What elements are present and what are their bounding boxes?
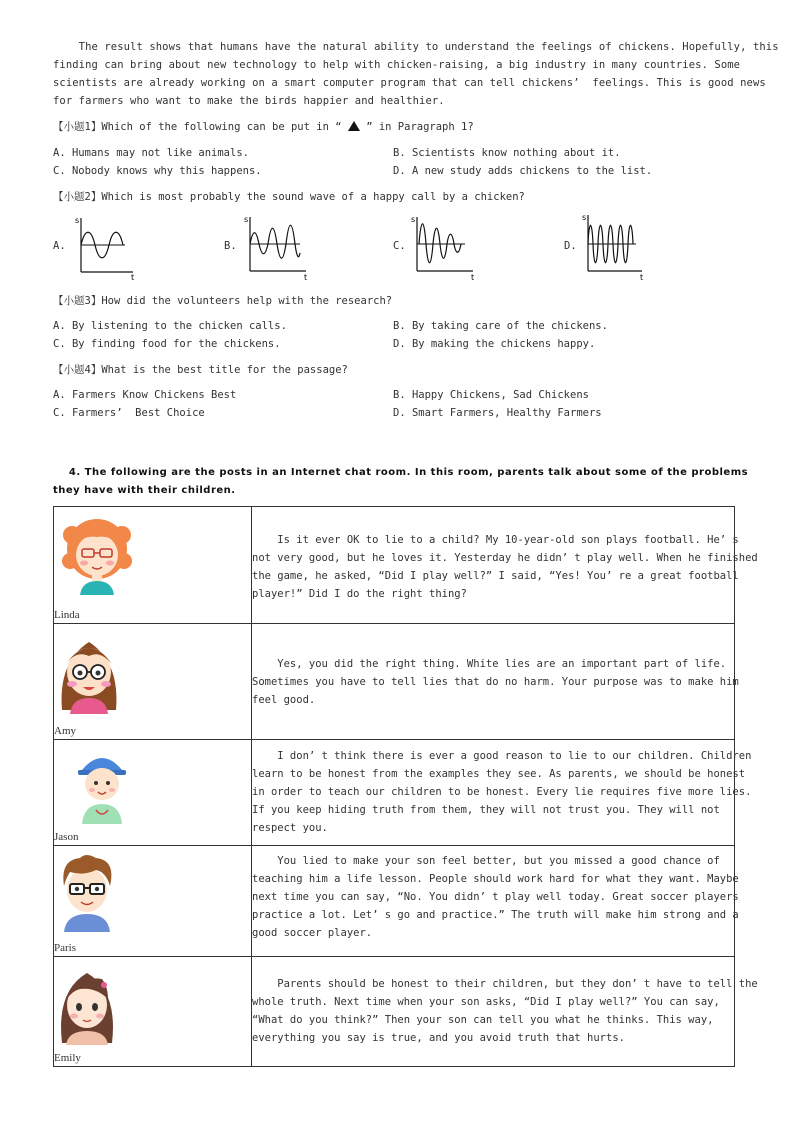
post-row-emily	[54, 957, 735, 1067]
message-line: Parents should be honest to their children, but they don’ t have to tell the	[252, 978, 758, 990]
section-4-line: 4. The following are the posts in an Internet chat room. In this room, parents talk about some of the problems	[53, 467, 749, 478]
post-message-cell	[252, 740, 752, 846]
message-line: next time you can say, “No. You didn’ t play well today. Great soccer players	[252, 891, 739, 903]
post-author-name: Paris	[54, 942, 76, 954]
passage-paragraph	[53, 38, 779, 110]
post-message-cell	[252, 846, 739, 957]
graph-b-s-label: s	[244, 215, 249, 224]
post-message-cell	[252, 507, 758, 624]
post-author-name: Amy	[54, 725, 76, 737]
graph-d-s-label: s	[582, 213, 587, 222]
message-line: whole truth. Next time when your son asks, “Did I play well?” You can say,	[252, 996, 720, 1008]
post-author-name: Linda	[54, 609, 80, 621]
message-line: the game, he asked, “Did I play well?” I said, “Yes! You’ re a great football	[252, 570, 739, 582]
graph-a-wave	[75, 214, 145, 280]
message-line: practice a lot. Let’ s go and practice.” The truth will make him strong and a	[252, 909, 739, 921]
message-line: not very good, but he loves it. Yesterday he didn’ t play well. When he finished	[252, 552, 758, 564]
post-message-cell	[252, 624, 739, 740]
question-4-prompt: 【小题4】What is the best title for the passage?	[53, 364, 348, 376]
post-author-cell	[54, 740, 252, 846]
question-2-prompt: 【小题2】Which is most probably the sound wave of a happy call by a chicken?	[53, 191, 525, 203]
message-line: good soccer player.	[252, 927, 373, 939]
jason-avatar-icon	[76, 748, 128, 824]
q1-prompt-end: ” in Paragraph 1?	[359, 121, 474, 133]
message-line: If you keep hiding truth from them, they will not trust you. They will not	[252, 804, 720, 816]
post-author-cell	[54, 957, 252, 1067]
message-line: learn to be honest from the examples they see. As parents, we should be honest	[252, 768, 746, 780]
message-line: You lied to make your son feel better, but you missed a good chance of	[252, 855, 720, 867]
graph-a-t-label: t	[131, 273, 135, 282]
paragraph-line: scientists are already working on a smart computer program that can tell chickens’ feelings. This is good news	[53, 77, 766, 89]
graph-a-letter[interactable]: A.	[53, 240, 66, 252]
message-line: Sometimes you have to tell lies that do no harm. Your purpose was to make him	[252, 676, 739, 688]
message-line: Yes, you did the right thing. White lies are an important part of life.	[252, 658, 727, 670]
graph-c-s-label: s	[411, 215, 416, 224]
emily-avatar-icon	[56, 965, 118, 1045]
message-line: player!” Did I do the right thing?	[252, 588, 467, 600]
graph-d-wave	[580, 211, 652, 281]
q4-option-b[interactable]: B. Happy Chickens, Sad Chickens	[393, 389, 589, 401]
graph-d-letter[interactable]: D.	[564, 240, 577, 252]
triangle-blank-icon	[348, 121, 360, 131]
question-3-prompt: 【小题3】How did the volunteers help with the research?	[53, 295, 393, 307]
q1-option-a[interactable]: A. Humans may not like animals.	[53, 147, 249, 159]
q4-option-d[interactable]: D. Smart Farmers, Healthy Farmers	[393, 407, 602, 419]
message-line: teaching him a life lesson. People should work hard for what they want. Maybe	[252, 873, 739, 885]
message-line: Is it ever OK to lie to a child? My 10-year-old son plays football. He’ s	[252, 534, 739, 546]
section-4-line: they have with their children.	[53, 485, 236, 496]
q1-prompt-start: 【小题1】Which of the following can be put in “	[53, 121, 348, 133]
message-line: everything you say is true, and you avoid truth that hurts.	[252, 1032, 625, 1044]
q1-option-b[interactable]: B. Scientists know nothing about it.	[393, 147, 621, 159]
post-author-name: Jason	[54, 831, 79, 843]
post-row-paris	[54, 846, 735, 957]
paragraph-line: finding can bring about new technology to help with chicken-raising, a big industry in many countries. Some	[53, 59, 741, 71]
q1-option-c[interactable]: C. Nobody knows why this happens.	[53, 165, 262, 177]
graph-c-letter[interactable]: C.	[393, 240, 406, 252]
message-line: feel good.	[252, 694, 316, 706]
q3-option-a[interactable]: A. By listening to the chicken calls.	[53, 320, 287, 332]
post-row-amy	[54, 624, 735, 740]
q3-option-d[interactable]: D. By making the chickens happy.	[393, 338, 596, 350]
graph-c-t-label: t	[471, 273, 475, 282]
graph-a-s-label: s	[75, 216, 80, 225]
q3-option-b[interactable]: B. By taking care of the chickens.	[393, 320, 608, 332]
graph-d-t-label: t	[640, 273, 644, 282]
post-row-jason	[54, 740, 735, 846]
amy-avatar-icon	[56, 632, 122, 714]
q3-option-c[interactable]: C. By finding food for the chickens.	[53, 338, 281, 350]
paragraph-line: for farmers who want to make the birds happier and healthier.	[53, 95, 445, 107]
graph-b-wave	[244, 213, 314, 281]
graph-b-letter[interactable]: B.	[224, 240, 237, 252]
paragraph-line: The result shows that humans have the natural ability to understand the feelings of chickens. Hopefully, this	[53, 41, 779, 53]
paris-avatar-icon	[56, 852, 118, 932]
message-line: in order to teach our children to be honest. Every lie requires five more lies.	[252, 786, 752, 798]
graph-c-wave	[411, 213, 481, 281]
section-4-intro	[53, 464, 749, 500]
post-message-cell	[252, 957, 758, 1067]
question-1-prompt	[53, 118, 474, 136]
post-author-cell	[54, 507, 252, 624]
graph-b-t-label: t	[304, 273, 308, 282]
linda-avatar-icon	[58, 513, 136, 595]
q4-option-a[interactable]: A. Farmers Know Chickens Best	[53, 389, 237, 401]
message-line: I don’ t think there is ever a good reason to lie to our children. Children	[252, 750, 752, 762]
message-line: respect you.	[252, 822, 328, 834]
q4-option-c[interactable]: C. Farmers’ Best Choice	[53, 407, 205, 419]
post-author-cell	[54, 624, 252, 740]
chat-posts-table	[53, 506, 758, 1067]
post-author-name: Emily	[54, 1052, 81, 1064]
post-author-cell	[54, 846, 252, 957]
post-row-linda	[54, 507, 735, 624]
q1-option-d[interactable]: D. A new study adds chickens to the list.	[393, 165, 653, 177]
message-line: “What do you think?” Then your son can tell you what he thinks. This way,	[252, 1014, 714, 1026]
